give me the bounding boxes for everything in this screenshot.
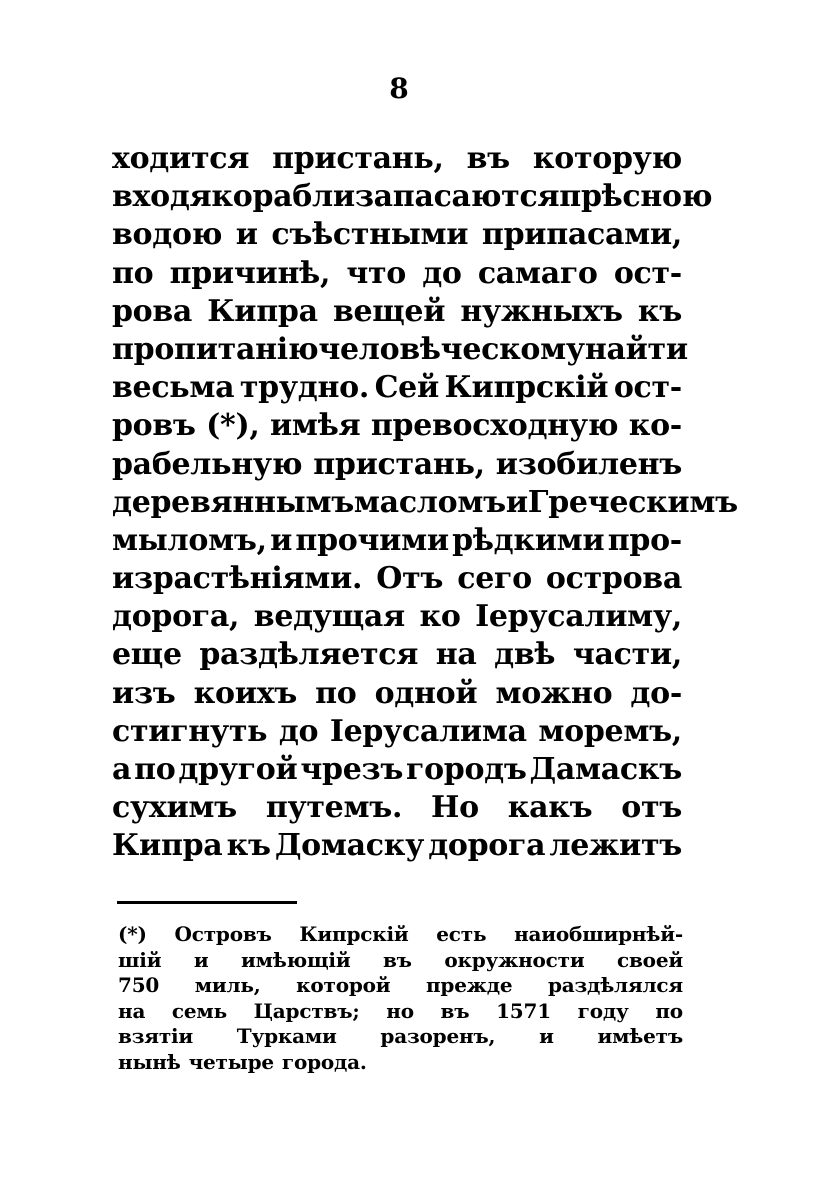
footnote-word: семь [171,998,227,1023]
word: Но [431,790,479,826]
footnote-word: Турками [236,1024,337,1049]
word: сего [457,561,532,597]
word: чрезъ [300,752,404,787]
word: Кипра [207,293,318,329]
word: вещей [332,293,446,329]
word: къ [637,293,682,329]
footnote-word: и [539,1024,554,1049]
footnote-line [118,999,683,1025]
word: городъ [405,752,527,787]
word: Греческимъ [527,484,738,520]
word: одной [374,675,478,711]
word: изобиленъ [495,446,682,482]
footnote-line [118,973,683,999]
footnote-word: по [655,998,683,1023]
footnote-line [118,1050,683,1076]
text-line [112,713,682,751]
text-line [112,178,713,216]
word: ост- [613,370,682,406]
footnote-word: окружности [444,947,585,972]
word: имѣя [269,408,361,444]
word: до [278,713,319,749]
word: ходится [112,141,250,176]
word: мыломъ, [112,522,267,558]
footnote-word: шій [118,947,162,972]
footnote-word: имѣющій [241,947,351,972]
text-line [112,598,682,636]
word: запасаются [354,179,560,215]
footnote-word: разоренъ, [380,1024,496,1049]
word: весьма [112,370,235,406]
footnote-word: (*) [118,922,147,946]
footnote-word: которой [296,973,391,998]
page-number: 8 [389,72,409,105]
footnote-divider [117,901,297,904]
text-line [112,636,682,674]
footnote-line [118,948,683,974]
word: къ [226,828,271,864]
footnote-word: наиобширнѣй- [514,922,683,946]
word: пристань, [272,141,444,176]
word: Сей [374,370,439,406]
word: припасами, [481,217,682,253]
footnote-word: города. [281,1049,367,1074]
word: что [346,255,406,291]
word: Домаску [274,828,425,864]
footnote-word: своей [617,947,683,972]
word: ко [419,599,461,635]
word: причинѣ, [169,255,331,291]
word: ведущая [253,599,405,635]
footnote-word: году [577,998,629,1023]
word: раздѣляется [199,637,419,673]
word: съѣстными [271,217,469,253]
word: прочими [295,522,449,558]
word: про- [607,522,682,558]
word: израстѣніями. [112,561,363,597]
word: (*), [206,408,260,444]
word: стигнуть [112,713,268,749]
word: Кипрскій [444,370,609,406]
word: превосходную [370,408,619,444]
word: по [134,752,176,787]
text-line [112,255,682,293]
word: другой [178,752,298,787]
word: коихъ [193,675,297,711]
footnote-word: въ [440,998,470,1023]
word: масломъ [353,484,506,520]
word: рѣдкими [452,522,605,558]
word: Іерусалиму, [475,599,682,635]
word: и [505,484,528,520]
word: на [435,637,477,673]
footnote-word: есть [436,922,487,946]
footnote-word: 750 [118,973,160,998]
text-line [112,675,682,713]
word: еще [112,637,182,673]
text-line [112,216,682,254]
word: изъ [112,675,176,711]
word: Кипра [112,828,223,864]
word: самаго [477,255,598,291]
word: Іерусалима [329,713,527,749]
footnote-word: имѣетъ [597,1024,683,1049]
word: пристань, [313,446,485,482]
word: и [270,522,293,558]
footnote-word: прежде [425,973,513,998]
footnote-word: нынѣ [118,1049,181,1074]
text-line [112,407,682,445]
word: пропитанію [112,331,319,367]
text-line [112,484,738,522]
word: Отъ [376,561,444,597]
body-text [112,140,738,866]
footnote-word: на [118,998,146,1023]
word: дорога, [112,599,240,635]
word: сухимъ [112,790,237,826]
word: рова [112,293,193,329]
word: моремъ, [538,713,682,749]
footnote-word: четыре [188,1049,274,1074]
word: входя [112,179,212,215]
word: двѣ [494,637,556,673]
word: которую [532,141,682,176]
text-line [112,331,688,369]
word: трудно. [239,370,369,406]
footnote-line [118,1024,683,1050]
text-line [112,751,682,789]
word: какъ [507,790,593,826]
footnote-line [118,922,683,948]
word: по [112,255,154,291]
text-line [112,827,682,865]
word: до [422,255,462,291]
word: найти [584,331,688,367]
footnote-word: Царствъ; [253,998,360,1023]
footnote-word: Островъ [174,922,272,946]
footnote-word: но [386,998,414,1023]
word: отъ [621,790,682,826]
text-line [112,446,682,484]
word: ко- [628,408,682,444]
word: острова [545,561,682,597]
word: рабельную [112,446,303,482]
word: до- [630,675,682,711]
word: человѣческому [318,331,585,367]
text-line [112,560,682,598]
word: можно [495,675,613,711]
word: прѣсною [559,179,713,215]
text-line [112,789,682,827]
text-line [112,293,682,331]
footnote-word: Кипрскій [299,922,409,946]
text-line [112,522,682,560]
footnote [118,922,683,1076]
word: лежитъ [549,828,682,864]
word: путемъ. [265,790,403,826]
footnote-word: раздѣлялся [547,973,683,998]
word: нужныхъ [460,293,623,329]
word: части, [572,637,682,673]
word: въ [466,141,510,176]
word: корабли [211,179,355,215]
word: Дамаскъ [529,752,682,787]
word: и [235,217,258,253]
footnote-word: въ [382,947,412,972]
word: ровъ [112,408,196,444]
text-line [112,369,682,407]
word: деревяннымъ [112,484,354,520]
word: по [315,675,357,711]
footnote-word: миль, [194,973,261,998]
word: дорога [428,828,546,864]
word: а [112,752,132,787]
footnote-word: 1571 [496,998,551,1023]
footnote-word: взятіи [118,1024,194,1049]
text-line [112,140,682,178]
word: водою [112,217,223,253]
footnote-word: и [193,947,209,972]
word: ост- [613,255,682,291]
